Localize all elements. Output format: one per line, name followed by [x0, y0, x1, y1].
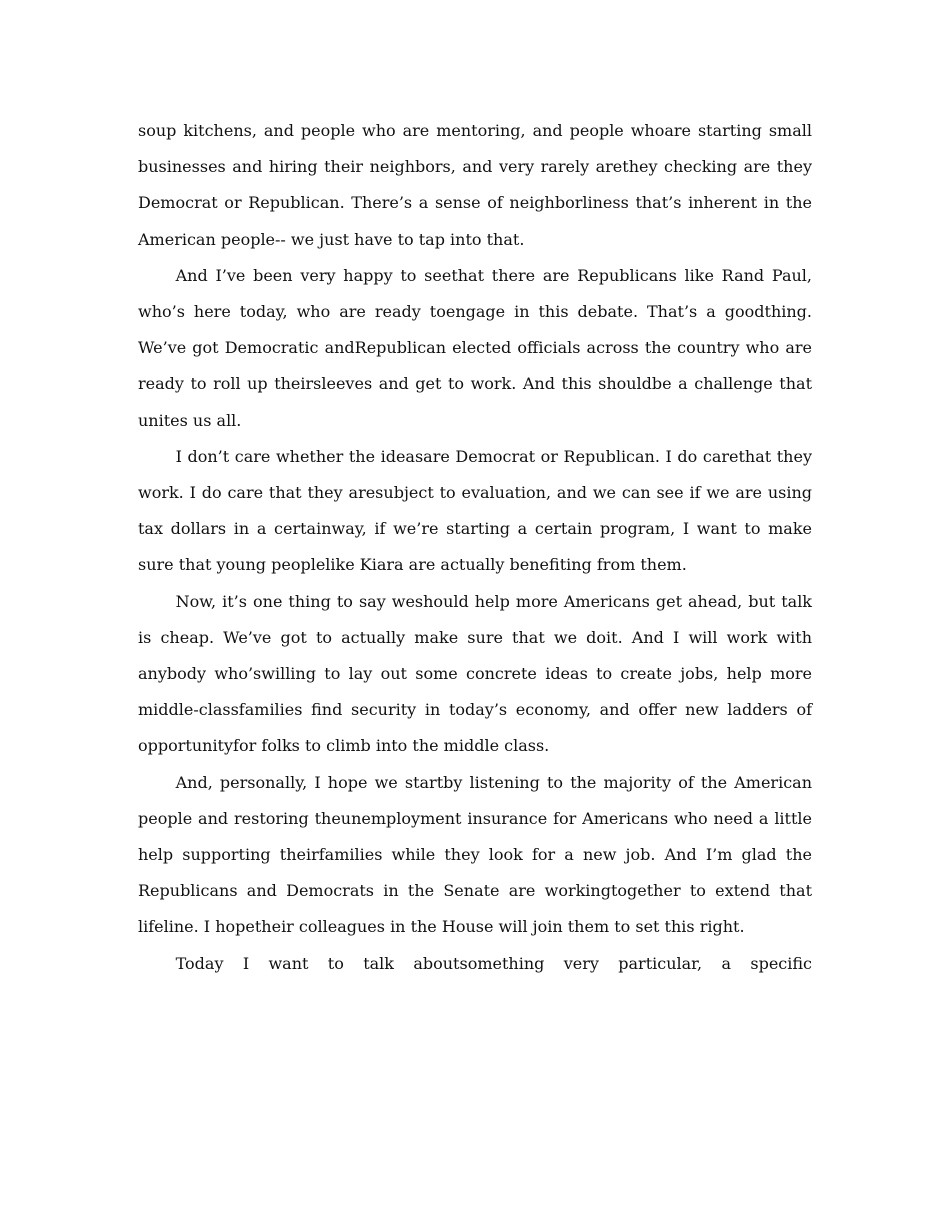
paragraph-5: And, personally, I hope we startby listening to the majority of the American people and restoring theunemployment insurance for Americans who need a little help supporting theirfamilies while they look for a new job. And I’m glad the Republicans and Democrats in the Senate are workingtogether to extend that lifeline. I hopetheir colleagues in the House will join them to set this right. — [138, 772, 812, 937]
document-body — [138, 113, 812, 982]
paragraph-3: I don’t care whether the ideasare Democrat or Republican. I do carethat they work. I do care that they aresubject to evaluation, and we can see if we are using tax dollars in a certainway, if we’re starting a certain program, I want to make sure that young peoplelike Kiara are actually benefiting from them. — [138, 446, 812, 575]
paragraph-6: Today I want to talk aboutsomething very particular, a specific — [175, 953, 812, 973]
paragraph-1: soup kitchens, and people who are mentoring, and people whoare starting small businesses and hiring their neighbors, and very rarely arethey checking are they Democrat or Republican. There’s a sense of neighborliness that’s inherent in the American people-- we just have to tap into that. — [138, 121, 812, 249]
paragraph-2: And I’ve been very happy to seethat there are Republicans like Rand Paul, who’s here today, who are ready toengage in this debate. That’s a goodthing. We’ve got Democratic andRepublican elected officials across the country who are ready to roll up theirsleeves and get to work. And this shouldbe a challenge that unites us all. — [138, 265, 812, 430]
paragraph-4: Now, it’s one thing to say weshould help more Americans get ahead, but talk is cheap. We’ve got to actually make sure that we doit. And I will work with anybody who’swilling to lay out some concrete ideas to create jobs, help more middle-classfamilies find security in today’s economy, and offer new ladders of opportunityfor folks to climb into the middle class. — [138, 591, 812, 756]
